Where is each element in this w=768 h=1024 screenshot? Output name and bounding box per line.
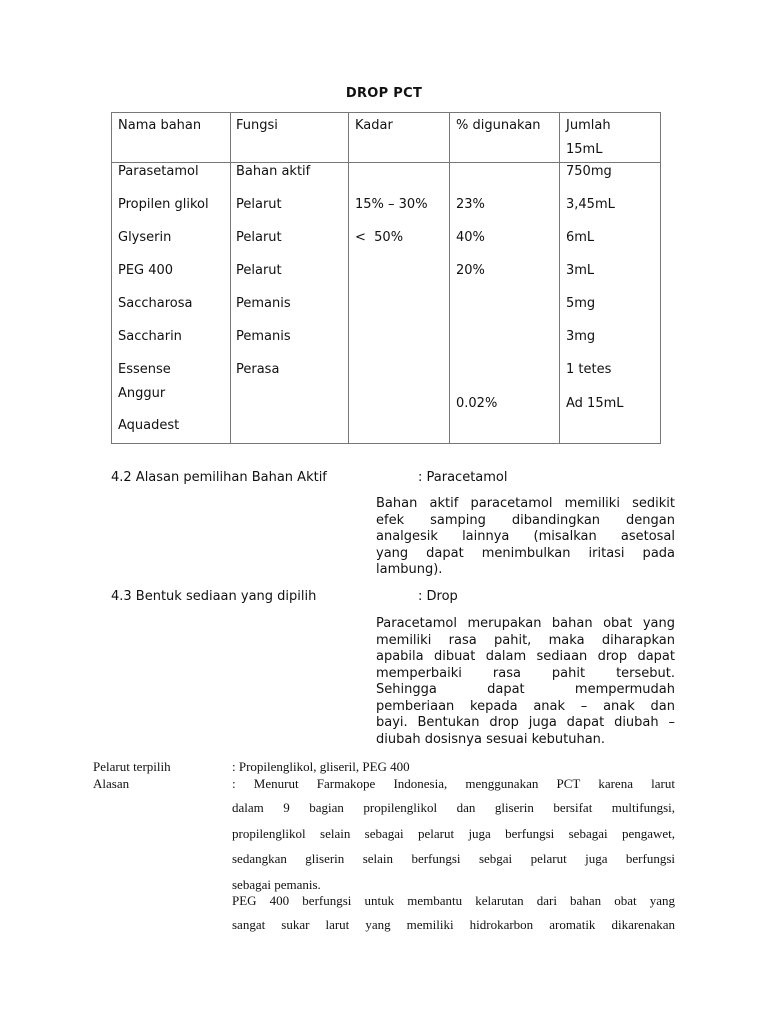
- table-header-jumlah: Jumlah: [566, 118, 611, 133]
- table-cell: 3,45mL: [566, 197, 615, 212]
- table-cell: PEG 400: [118, 263, 174, 278]
- table-header-divider: [112, 162, 660, 163]
- table-cell: Parasetamol: [118, 164, 199, 179]
- table-header-persen: % digunakan: [456, 118, 541, 133]
- paragraph-line: analgesik lainnya (misalkan asetosal: [376, 529, 675, 544]
- paragraph-line: efek samping dibandingkan dengan: [376, 512, 675, 528]
- paragraph-line: lambung).: [376, 562, 443, 577]
- section-4-2-label: 4.2 Alasan pemilihan Bahan Aktif: [111, 470, 327, 485]
- paragraph-line: apabila dibuat dalam sediaan drop dapat: [376, 649, 675, 664]
- table-cell: < 50%: [355, 230, 404, 245]
- section-4-3-value: : Drop: [418, 589, 458, 604]
- paragraph-line: Paracetamol merupakan bahan obat yang: [376, 616, 675, 631]
- paragraph-line: diubah dosisnya sesuai kebutuhan.: [376, 731, 606, 747]
- paragraph-line: yang dapat menimbulkan iritasi pada: [376, 545, 675, 561]
- paragraph-line: pemberiaan kepada anak – anak dan: [376, 698, 675, 714]
- paragraph-line: bayi. Bentukan drop juga dapat diubah –: [376, 715, 675, 730]
- table-cell: Ad 15mL: [566, 396, 624, 411]
- table-cell: Pelarut: [236, 230, 282, 245]
- pelarut-value: : Propilenglikol, gliseril, PEG 400: [232, 759, 410, 774]
- table-cell: Saccharosa: [118, 296, 193, 311]
- table-cell: 15% – 30%: [355, 197, 428, 212]
- table-cell: Saccharin: [118, 329, 182, 344]
- table-cell: Anggur: [118, 386, 166, 401]
- section-4-3-paragraph: [376, 616, 675, 748]
- page-title: DROP PCT: [345, 86, 423, 101]
- alasan-line: sedangkan gliserin selain berfungsi sebgai pelarut juga berfungsi: [232, 851, 675, 866]
- table-cell: Aquadest: [118, 418, 180, 433]
- table-header-kadar: Kadar: [355, 118, 393, 133]
- table-cell: Essense: [118, 362, 171, 377]
- paragraph-line: memiliki rasa pahit, maka diharapkan: [376, 632, 675, 648]
- alasan-line: : Menurut Farmakope Indonesia, menggunakan PCT karena larut: [232, 776, 675, 791]
- table-cell: 6mL: [566, 230, 595, 245]
- table-cell: Pemanis: [236, 329, 291, 344]
- table-cell: 750mg: [566, 164, 612, 179]
- section-4-3-label: 4.3 Bentuk sediaan yang dipilih: [111, 589, 317, 604]
- table-cell: 5mg: [566, 296, 596, 311]
- table-cell: Bahan aktif: [236, 164, 311, 179]
- table-cell: 20%: [456, 263, 485, 278]
- table-header-fungsi: Fungsi: [236, 118, 278, 133]
- alasan-line: propilenglikol selain sebagai pelarut juga berfungsi sebagai pengawet,: [232, 826, 675, 841]
- ingredients-table: [111, 112, 661, 444]
- paragraph-line: Sehingga dapat mempermudah: [376, 682, 675, 697]
- table-cell: Glyserin: [118, 230, 172, 245]
- table-cell: Propilen glikol: [118, 197, 209, 212]
- table-cell: Pelarut: [236, 197, 282, 212]
- table-cell: Perasa: [236, 362, 280, 377]
- table-cell: 1 tetes: [566, 362, 612, 377]
- table-cell: 23%: [456, 197, 485, 212]
- alasan-line: sebagai pemanis.: [232, 877, 321, 892]
- table-cell: 3mL: [566, 263, 595, 278]
- table-cell: 40%: [456, 230, 485, 245]
- table-cell: Pelarut: [236, 263, 282, 278]
- alasan-label: Alasan: [93, 776, 130, 791]
- alasan-line: PEG 400 berfungsi untuk membantu kelarutan dari bahan obat yang: [232, 893, 675, 908]
- alasan-line: sangat sukar larut yang memiliki hidrokarbon aromatik dikarenakan: [232, 917, 675, 932]
- paragraph-line: memperbaiki rasa pahit tersebut.: [376, 665, 675, 681]
- section-4-2-value: : Paracetamol: [418, 470, 508, 485]
- table-cell: 3mg: [566, 329, 596, 344]
- paragraph-line: Bahan aktif paracetamol memiliki sedikit: [376, 496, 675, 511]
- table-header-nama: Nama bahan: [118, 118, 202, 133]
- section-4-2-paragraph: [376, 496, 675, 579]
- table-cell: Pemanis: [236, 296, 291, 311]
- table-cell: 0.02%: [456, 396, 498, 411]
- alasan-line: dalam 9 bagian propilenglikol dan gliserin bersifat multifungsi,: [232, 800, 675, 815]
- pelarut-label: Pelarut terpilih: [93, 759, 171, 774]
- table-header-volume: 15mL: [566, 142, 603, 157]
